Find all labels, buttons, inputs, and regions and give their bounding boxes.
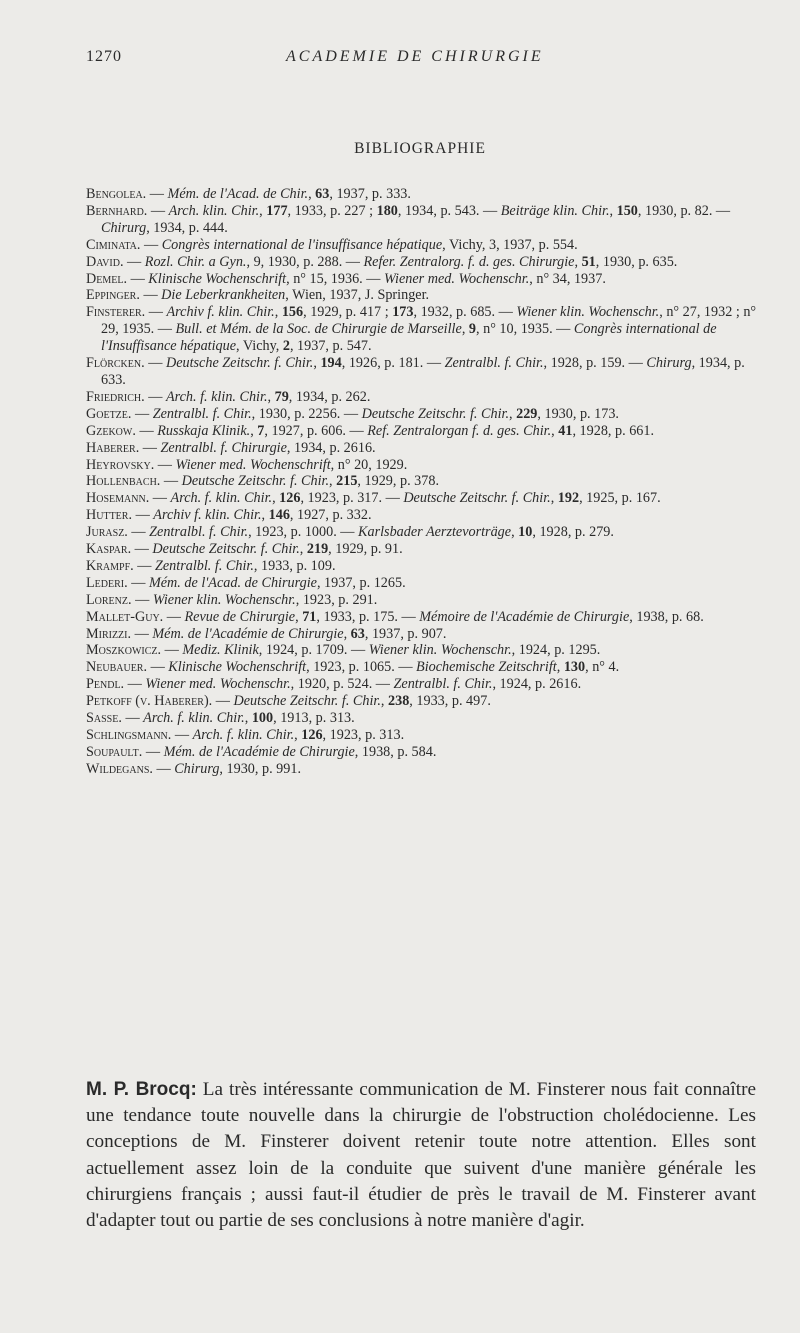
reference-text: , 1934, p. 2616. bbox=[286, 439, 376, 456]
reference-author: Schlingsmann. bbox=[86, 727, 172, 743]
reference-text: — bbox=[161, 642, 183, 659]
reference-text: — bbox=[127, 574, 149, 591]
reference-text: , 1930, p. 635. bbox=[595, 253, 678, 270]
reference-text: — bbox=[142, 743, 164, 760]
reference-text: — bbox=[144, 355, 166, 372]
reference-text: , bbox=[509, 405, 517, 422]
reference-text: — bbox=[123, 253, 145, 270]
reference-volume: 238 bbox=[388, 693, 410, 710]
reference-source: Zentralbl. f. Chir. bbox=[152, 405, 252, 422]
reference-source: Beiträge klin. Chir. bbox=[500, 202, 610, 219]
reference-source: Deutsche Zeitschr. f. Chir. bbox=[152, 541, 300, 558]
reference-text: , 1937, p. 333. bbox=[329, 186, 411, 202]
reference-source: Archiv f. klin. Chir. bbox=[153, 507, 262, 524]
reference-author: Goetze. bbox=[86, 405, 132, 422]
reference-text: , 9, 1930, p. 288. — bbox=[246, 253, 364, 270]
reference-text: — bbox=[139, 439, 161, 456]
reference-text: , 1933, p. 175. — bbox=[316, 608, 420, 625]
reference-volume: 41 bbox=[558, 422, 573, 439]
reference-entry bbox=[86, 440, 766, 457]
reference-entry bbox=[86, 304, 766, 355]
reference-text: , 1937, p. 1265. bbox=[316, 574, 406, 591]
reference-text: — bbox=[121, 710, 144, 727]
reference-entry bbox=[86, 609, 766, 626]
reference-text: , 1920, p. 524. — bbox=[290, 676, 394, 693]
reference-text: — bbox=[131, 591, 153, 608]
reference-source: Congrès international de l'Insuffisance hépatique bbox=[101, 321, 717, 355]
reference-source: Mém. de l'Acad. de Chirurgie bbox=[148, 574, 317, 591]
reference-volume: 194 bbox=[320, 355, 342, 372]
reference-entry bbox=[86, 693, 766, 710]
reference-text: , 1929, p. 417 ; bbox=[303, 304, 393, 321]
reference-entry bbox=[86, 744, 766, 761]
reference-author: Neubauer. bbox=[86, 659, 148, 676]
reference-text: , 1933, p. 109. bbox=[253, 557, 336, 574]
reference-text: — bbox=[140, 236, 162, 253]
reference-text: , 1928, p. 159. — bbox=[543, 355, 647, 372]
reference-text: , 1934, p. 444. bbox=[146, 219, 228, 236]
reference-text: — bbox=[133, 557, 155, 574]
reference-text: — bbox=[171, 727, 193, 743]
reference-source: Bull. et Mém. de la Soc. de Chirurgie de Marseille bbox=[175, 321, 462, 338]
reference-volume: 150 bbox=[616, 202, 638, 219]
reference-text: , 1930, p. 82. — bbox=[637, 202, 731, 219]
reference-author: Jurasz. bbox=[86, 524, 128, 541]
reference-source: Refer. Zentralorg. f. d. ges. Chirurgie bbox=[363, 253, 575, 270]
reference-entry bbox=[86, 558, 766, 575]
page-header bbox=[86, 48, 760, 72]
reference-entry bbox=[86, 524, 766, 541]
reference-source: Russkaja Klinik. bbox=[157, 422, 251, 439]
reference-text: — bbox=[147, 659, 169, 676]
reference-author: Hosemann. bbox=[86, 490, 150, 507]
reference-text: , Vichy, bbox=[236, 338, 283, 355]
reference-text: , 1924, p. 1295. bbox=[511, 642, 601, 659]
bibliography-list bbox=[86, 186, 766, 778]
reference-volume: 9 bbox=[468, 321, 476, 338]
reference-text: , bbox=[272, 490, 280, 507]
reference-author: Mallet-Guy. bbox=[86, 608, 164, 625]
speaker-name: M. P. Brocq: bbox=[86, 1079, 197, 1100]
discussion-paragraph bbox=[86, 1077, 756, 1234]
page-number: 1270 bbox=[86, 48, 122, 65]
reference-volume: 63 bbox=[315, 186, 330, 202]
reference-text: , 1929, p. 91. bbox=[328, 541, 403, 558]
reference-text: — bbox=[131, 405, 153, 422]
reference-volume: 126 bbox=[279, 490, 301, 507]
reference-text: , bbox=[380, 693, 388, 710]
reference-volume: 177 bbox=[266, 202, 288, 219]
reference-source: Mediz. Klinik bbox=[182, 642, 259, 659]
reference-source: Klinische Wochenschrift bbox=[148, 270, 287, 287]
reference-text: , 1924, p. 2616. bbox=[492, 676, 582, 693]
reference-text: , 1934, p. 543. — bbox=[397, 202, 501, 219]
reference-entry bbox=[86, 355, 766, 389]
reference-source: Deutsche Zeitschr. f. Chir. bbox=[233, 693, 381, 710]
reference-text: , bbox=[313, 355, 321, 372]
reference-text: — bbox=[135, 422, 158, 439]
reference-entry bbox=[86, 710, 766, 727]
reference-entry bbox=[86, 727, 766, 744]
reference-text: , bbox=[274, 304, 282, 321]
reference-text: , n° 4. bbox=[585, 659, 620, 676]
reference-author: Finsterer. bbox=[86, 304, 146, 321]
reference-text: , bbox=[609, 202, 617, 219]
reference-source: Congrès international de l'insuffisance hépatique bbox=[161, 236, 443, 253]
reference-entry bbox=[86, 626, 766, 643]
reference-author: Moszkowicz. bbox=[86, 642, 162, 659]
reference-entry bbox=[86, 254, 766, 271]
reference-source: Wiener med. Wochenschr. bbox=[145, 676, 291, 693]
reference-volume: 192 bbox=[557, 490, 580, 507]
reference-source: Chirurg bbox=[101, 219, 147, 236]
reference-source: Deutsche Zeitschr. f. Chir. bbox=[403, 490, 551, 507]
reference-text: , 1925, p. 167. bbox=[579, 490, 661, 507]
reference-volume: 219 bbox=[306, 541, 329, 558]
reference-source: Arch. klin. Chir. bbox=[168, 202, 260, 219]
reference-source: Arch. f. klin. Chir. bbox=[192, 727, 295, 743]
reference-text: , bbox=[299, 541, 307, 558]
reference-text: , bbox=[461, 321, 469, 338]
reference-text: , 1938, p. 584. bbox=[354, 743, 437, 760]
reference-source: Zentralbl. f. Chir. bbox=[154, 557, 254, 574]
reference-text: , 1928, p. 661. bbox=[572, 422, 655, 439]
reference-author: Mirizzi. bbox=[86, 625, 132, 642]
reference-volume: 130 bbox=[563, 659, 586, 676]
reference-source: Arch. f. klin. Chir. bbox=[165, 388, 268, 405]
reference-source: Mém. de l'Académie de Chirurgie bbox=[152, 625, 344, 642]
reference-text: , 1937, p. 907. bbox=[364, 625, 447, 642]
reference-text: , bbox=[294, 727, 302, 743]
reference-source: Karlsbader Aerztevorträge bbox=[358, 524, 512, 541]
reference-entry bbox=[86, 237, 766, 254]
reference-text: — bbox=[124, 676, 146, 693]
reference-volume: 215 bbox=[336, 473, 358, 490]
reference-source: Wiener klin. Wochenschr. bbox=[516, 304, 660, 321]
reference-entry bbox=[86, 541, 766, 558]
reference-source: Zentralbl. f. Chir. bbox=[393, 676, 493, 693]
reference-text: , bbox=[244, 710, 252, 727]
reference-text: , bbox=[551, 422, 559, 439]
reference-text: , bbox=[308, 186, 316, 202]
reference-text: , bbox=[550, 490, 558, 507]
reference-volume: 63 bbox=[350, 625, 365, 642]
reference-author: Wildegans. bbox=[86, 760, 153, 777]
reference-source: Deutsche Zeitschr. f. Chir. bbox=[361, 405, 510, 422]
reference-entry bbox=[86, 507, 766, 524]
reference-text: , n° 27, 1932 ; n° 29, 1935. — bbox=[101, 304, 757, 338]
reference-text: — bbox=[212, 693, 234, 710]
reference-source: Rozl. Chir. a Gyn. bbox=[144, 253, 247, 270]
reference-entry bbox=[86, 423, 766, 440]
reference-source: Mémoire de l'Académie de Chirurgie bbox=[419, 608, 630, 625]
reference-text: , bbox=[556, 659, 564, 676]
reference-volume: 51 bbox=[581, 253, 596, 270]
reference-text: , 1923, p. 317. — bbox=[300, 490, 404, 507]
reference-text: , bbox=[261, 507, 269, 524]
reference-text: , 1930, p. 2256. — bbox=[251, 405, 362, 422]
reference-source: Wiener klin. Wochenschr. bbox=[152, 591, 296, 608]
reference-author: Sasse. bbox=[86, 710, 122, 727]
reference-text: , 1923, p. 313. bbox=[322, 727, 405, 743]
reference-entry bbox=[86, 457, 766, 474]
reference-text: — bbox=[127, 524, 150, 541]
reference-text: , 1937, p. 547. bbox=[289, 338, 372, 355]
reference-text: , 1924, p. 1709. — bbox=[258, 642, 369, 659]
reference-entry bbox=[86, 490, 766, 507]
reference-author: Kaspar. bbox=[86, 541, 132, 558]
reference-author: Gzekow. bbox=[86, 422, 136, 439]
reference-entry bbox=[86, 592, 766, 609]
reference-source: Deutsche Zeitschr. f. Chir. bbox=[181, 473, 330, 490]
reference-text: , 1938, p. 68. bbox=[629, 608, 704, 625]
reference-text: — bbox=[152, 760, 175, 777]
reference-author: Pendl. bbox=[86, 676, 125, 693]
reference-text: , Wien, 1937, J. Springer. bbox=[285, 287, 430, 304]
reference-text: , 1933, p. 227 ; bbox=[287, 202, 377, 219]
discussion-text: La très intéressante communication de M. Finsterer nous fait connaître une tendance toute nouvelle dans la chirurgie de l'obstruction cholédocienne. Les conceptions de M. Finsterer doivent retenir toute notre attention. Elles sont actuellement assez loin de la conduite que suivent d'une manière générale les chirurgiens français ; aussi faut-il étudier de près le travail de M. Finsterer avant d'adapter tout ou partie de ses conclusions à notre manière d'agir. bbox=[86, 1079, 756, 1232]
reference-volume: 126 bbox=[301, 727, 323, 743]
reference-volume: 173 bbox=[392, 304, 414, 321]
reference-text: , bbox=[574, 253, 582, 270]
reference-text: — bbox=[160, 473, 182, 490]
reference-author: Eppinger. bbox=[86, 287, 140, 304]
reference-source: Archiv f. klin. Chir. bbox=[166, 304, 275, 321]
reference-author: Bernhard. bbox=[86, 202, 148, 219]
reference-source: Zentralbl. f. Chir. bbox=[149, 524, 249, 541]
reference-text: — bbox=[132, 507, 154, 524]
reference-text: , Vichy, 3, 1937, p. 554. bbox=[442, 236, 578, 253]
reference-volume: 71 bbox=[302, 608, 317, 625]
reference-text: , n° 34, 1937. bbox=[529, 270, 606, 287]
reference-entry bbox=[86, 389, 766, 406]
reference-text: , bbox=[329, 473, 337, 490]
reference-source: Chirurg bbox=[646, 355, 692, 372]
reference-text: , 1934, p. 633. bbox=[101, 355, 745, 388]
reference-source: Wiener med. Wochenschr. bbox=[384, 270, 530, 287]
reference-entry bbox=[86, 406, 766, 423]
reference-author: Soupault. bbox=[86, 743, 143, 760]
reference-author: Bengolea. bbox=[86, 186, 147, 202]
reference-entry bbox=[86, 575, 766, 592]
reference-text: , bbox=[343, 625, 351, 642]
reference-text: , bbox=[259, 202, 267, 219]
running-title: ACADEMIE DE CHIRURGIE bbox=[286, 48, 544, 65]
reference-entry bbox=[86, 642, 766, 659]
reference-author: Hutter. bbox=[86, 507, 133, 524]
reference-text: — bbox=[144, 388, 166, 405]
reference-text: , n° 20, 1929. bbox=[330, 456, 408, 473]
reference-author: Lorenz. bbox=[86, 591, 132, 608]
reference-text: — bbox=[131, 625, 153, 642]
reference-text: — bbox=[163, 608, 185, 625]
reference-text: , bbox=[511, 524, 519, 541]
reference-author: David. bbox=[86, 253, 124, 270]
reference-text: , 1929, p. 378. bbox=[357, 473, 439, 490]
reference-text: — bbox=[154, 456, 176, 473]
reference-entry bbox=[86, 271, 766, 288]
reference-source: Klinische Wochenschrift bbox=[168, 659, 307, 676]
reference-author: Krampf. bbox=[86, 557, 134, 574]
reference-text: — bbox=[131, 541, 153, 558]
reference-author: Haberer. bbox=[86, 439, 140, 456]
reference-volume: 146 bbox=[268, 507, 290, 524]
reference-author: Lederi. bbox=[86, 574, 128, 591]
reference-entry bbox=[86, 287, 766, 304]
reference-source: Wiener med. Wochenschrift bbox=[175, 456, 331, 473]
reference-source: Zentralbl. f. Chir. bbox=[444, 355, 544, 372]
reference-author: Petkoff (v. Haberer). bbox=[86, 693, 213, 710]
reference-text: , bbox=[295, 608, 303, 625]
reference-text: — bbox=[149, 490, 171, 507]
reference-text: , n° 15, 1936. — bbox=[286, 270, 384, 287]
reference-volume: 10 bbox=[518, 524, 533, 541]
reference-source: Arch. f. klin. Chir. bbox=[143, 710, 245, 727]
reference-text: , 1933, p. 497. bbox=[409, 693, 491, 710]
reference-volume: 100 bbox=[251, 710, 274, 727]
reference-entry bbox=[86, 761, 766, 778]
reference-source: Wiener klin. Wochenschr. bbox=[368, 642, 512, 659]
reference-volume: 229 bbox=[516, 405, 538, 422]
reference-source: Chirurg bbox=[174, 760, 220, 777]
reference-text: , n° 10, 1935. — bbox=[476, 321, 574, 338]
reference-text: , 1934, p. 262. bbox=[288, 388, 371, 405]
reference-text: — bbox=[145, 304, 167, 321]
reference-entry bbox=[86, 186, 766, 203]
reference-text: — bbox=[139, 287, 162, 304]
reference-source: Mém. de l'Acad. de Chir. bbox=[167, 186, 309, 202]
reference-volume: 180 bbox=[376, 202, 398, 219]
reference-text: , 1923, p. 1000. — bbox=[248, 524, 359, 541]
reference-author: Heyrovsky. bbox=[86, 456, 155, 473]
reference-text: , bbox=[250, 422, 258, 439]
reference-text: , 1928, p. 279. bbox=[532, 524, 614, 541]
reference-volume: 156 bbox=[281, 304, 304, 321]
reference-source: Zentralbl. f. Chirurgie bbox=[160, 439, 287, 456]
reference-volume: 79 bbox=[274, 388, 289, 405]
reference-volume: 7 bbox=[257, 422, 265, 439]
reference-text: , 1913, p. 313. bbox=[273, 710, 355, 727]
reference-text: , 1930, p. 173. bbox=[537, 405, 619, 422]
reference-text: , 1923, p. 1065. — bbox=[306, 659, 417, 676]
reference-text: — bbox=[127, 270, 149, 287]
reference-text: , 1932, p. 685. — bbox=[413, 304, 517, 321]
reference-text: , 1927, p. 332. bbox=[289, 507, 372, 524]
reference-author: Demel. bbox=[86, 270, 128, 287]
reference-entry bbox=[86, 676, 766, 693]
reference-source: Deutsche Zeitschr. f. Chir. bbox=[165, 355, 314, 372]
reference-text: — bbox=[146, 186, 168, 202]
reference-author: Ciminata. bbox=[86, 236, 141, 253]
reference-text: — bbox=[147, 202, 169, 219]
reference-author: Hollenbach. bbox=[86, 473, 161, 490]
reference-author: Flörcken. bbox=[86, 355, 145, 372]
reference-author: Friedrich. bbox=[86, 388, 145, 405]
reference-source: Mém. de l'Académie de Chirurgie bbox=[163, 743, 355, 760]
reference-text: , bbox=[267, 388, 275, 405]
reference-volume: 2 bbox=[282, 338, 290, 355]
reference-entry bbox=[86, 473, 766, 490]
reference-entry bbox=[86, 659, 766, 676]
reference-text: , 1927, p. 606. — bbox=[264, 422, 368, 439]
reference-source: Revue de Chirurgie bbox=[184, 608, 296, 625]
reference-text: , 1930, p. 991. bbox=[219, 760, 301, 777]
reference-source: Ref. Zentralorgan f. d. ges. Chir. bbox=[367, 422, 552, 439]
reference-text: , 1926, p. 181. — bbox=[341, 355, 445, 372]
reference-source: Biochemische Zeitschrift bbox=[416, 659, 557, 676]
reference-source: Arch. f. klin. Chir. bbox=[170, 490, 273, 507]
reference-entry bbox=[86, 203, 766, 237]
reference-source: Die Leberkrankheiten bbox=[161, 287, 286, 304]
section-title: BIBLIOGRAPHIE bbox=[354, 140, 486, 157]
reference-text: , 1923, p. 291. bbox=[295, 591, 378, 608]
